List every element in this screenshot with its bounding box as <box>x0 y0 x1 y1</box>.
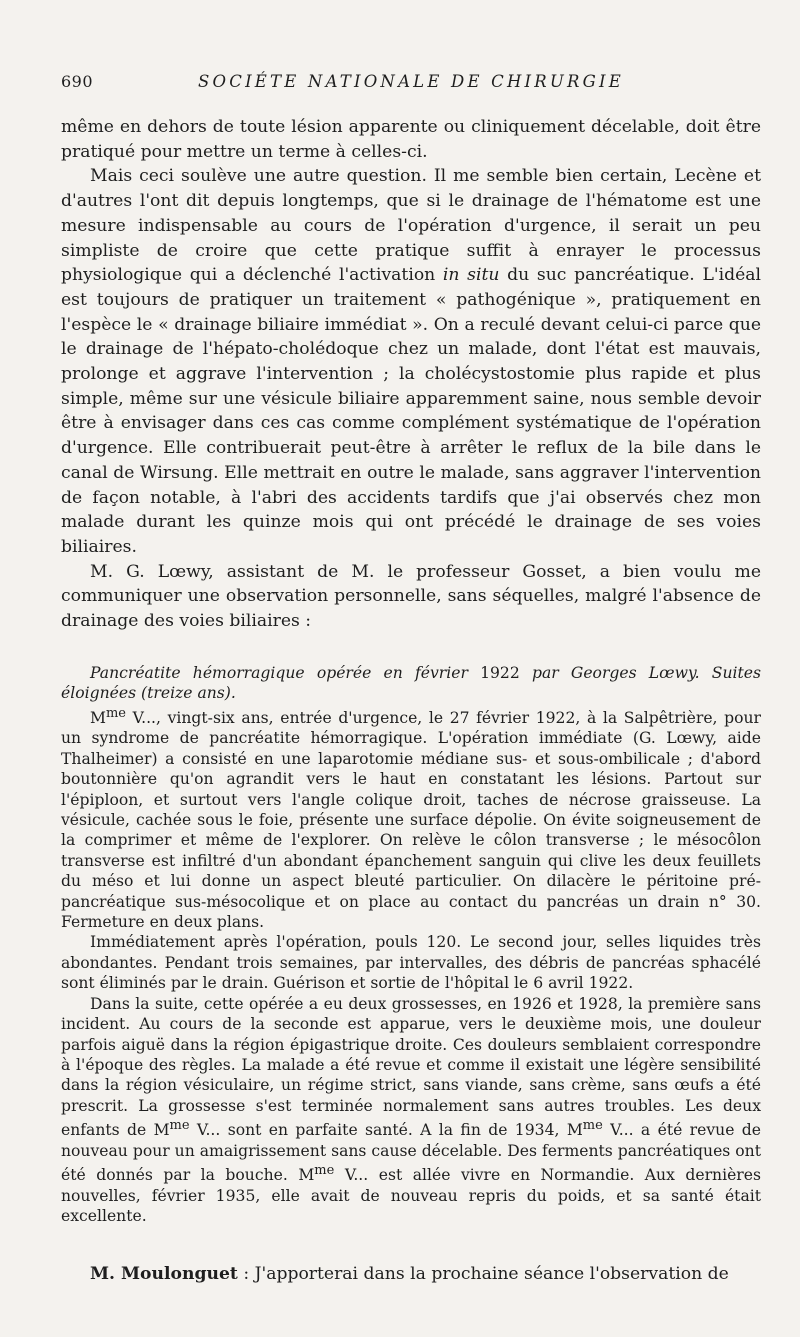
page-number: 690 <box>61 72 94 91</box>
observation-paragraph: Immédiatement après l'opération, pouls 120. Le second jour, selles liquides très abondantes. Pendant trois semaines, par intervalles, des débris de pancréas sphacélé sont éliminés par le drain. Guérison et sortie de l'hôpital le 6 avril 1922. <box>61 933 761 993</box>
italic-term: in situ <box>442 265 500 286</box>
final-line <box>61 1262 761 1287</box>
page-header <box>61 72 761 96</box>
paragraph-text: Mais ceci soulève une autre question. Il me semble bien certain, Lecène et d'autres l'ont dit depuis longtemps, que si le drainage de l'hématome est une mesure indispensable au cours de l'opération d'urgence, il serait un peu simpliste de croire que cette pratique suffit à enrayer le processus physiologique qui a déclenché l'activation <box>61 166 761 286</box>
paragraph-text: du suc pancréatique. L'idéal est toujours de pratiquer un traitement « pathogénique », pratiquement en l'espèce le « drainage biliaire immédiat ». On a reculé devant celui-ci parce que le drainage de l'hépato-cholédoque chez un malade, dont l'état est mauvais, prolonge et aggrave l'intervention ; la cholécystostomie plus rapide et plus simple, même sur une vésicule biliaire apparemment saine, nous semble devoir être à envisager dans ces cas comme complément systématique de l'opération d'urgence. Elle contribuerait peut-être à arrêter le reflux de la bile dans le canal de Wirsung. Elle mettrait en outre le malade, sans aggraver l'intervention de façon notable, à l'abri des accidents tardifs que j'ai observés chez mon malade durant les quinze mois qui ont précédé le drainage de ses voies biliaires. <box>61 265 762 557</box>
paragraph-lecene <box>61 164 761 559</box>
main-text <box>61 115 761 634</box>
paragraph-continuation: même en dehors de toute lésion apparente ou cliniquement décelable, doit être pratiqué pour mettre un terme à celles-ci. <box>61 117 761 162</box>
speaker-text: : J'apporterai dans la prochaine séance l'observation de <box>237 1264 729 1284</box>
running-title: SOCIÉTE NATIONALE DE CHIRURGIE <box>198 72 624 91</box>
paragraph-loewy-intro: M. G. Lœwy, assistant de M. le professeur Gosset, a bien voulu me communiquer une observation personnelle, sans séquelles, malgré l'absence de drainage des voies biliaires : <box>61 561 761 632</box>
speaker-name: M. Moulonguet <box>90 1264 238 1284</box>
observation-paragraph: Dans la suite, cette opérée a eu deux grossesses, en 1926 et 1928, la première sans incident. Au cours de la seconde est apparue, vers le deuxième mois, une douleur parfois aiguë dans la région épigastrique droite. Ces douleurs semblaient correspondre à l'époque des règles. La malade a été revue et comme il existait une légère sensibilité dans la région vésiculaire, un régime strict, sans viande, sans crème, sans œufs a été prescrit. La grossesse s'est terminée normalement sans autres troubles. Les deux enfants de $M^{me}$ V... sont en parfaite santé. A la fin de 1934, $M^{me}$ V... a été revue de nouveau pour un amaigrissement sans cause décelable. Des ferments pancréatiques ont été donnés par la bouche. $M^{me}$ V... est allée vivre en Normandie. Aux dernières nouvelles, février 1935, elle avait de nouveau repris du poids, et sa santé était excellente. <box>61 994 761 1226</box>
observation-title: Pancréatite hémorragique opérée en février 1922 par Georges Lœwy. Suites éloignées (treize ans). <box>61 664 762 703</box>
observation-paragraph: $M^{me}$ V..., vingt-six ans, entrée d'urgence, le 27 février 1922, à la Salpêtrière, pour un syndrome de pancréatite hémorragique. L'opération immédiate (G. Lœwy, aide Thalheimer) a consisté en une laparotomie médiane sus- et sous-ombilicale ; d'abord boutonnière qu'on agrandit vers le haut en constatant les lésions. Partout sur l'épiploon, et surtout vers l'angle colique droit, taches de nécrose graisseuse. La vésicule, cachée sous le foie, présente une surface dépolie. On évite soigneusement de la comprimer et même de l'explorer. On relève le côlon transverse ; le mésocôlon transverse est infiltré d'un abondant épanchement sanguin qui clive les deux feuillets du méso et lui donne un aspect bleuté particulier. On dilacère le péritoine pré-pancréatique sus-mésocolique et on place au contact du pancréas un drain n° 30. Fermeture en deux plans. <box>61 705 761 932</box>
observation-block <box>61 663 761 1227</box>
